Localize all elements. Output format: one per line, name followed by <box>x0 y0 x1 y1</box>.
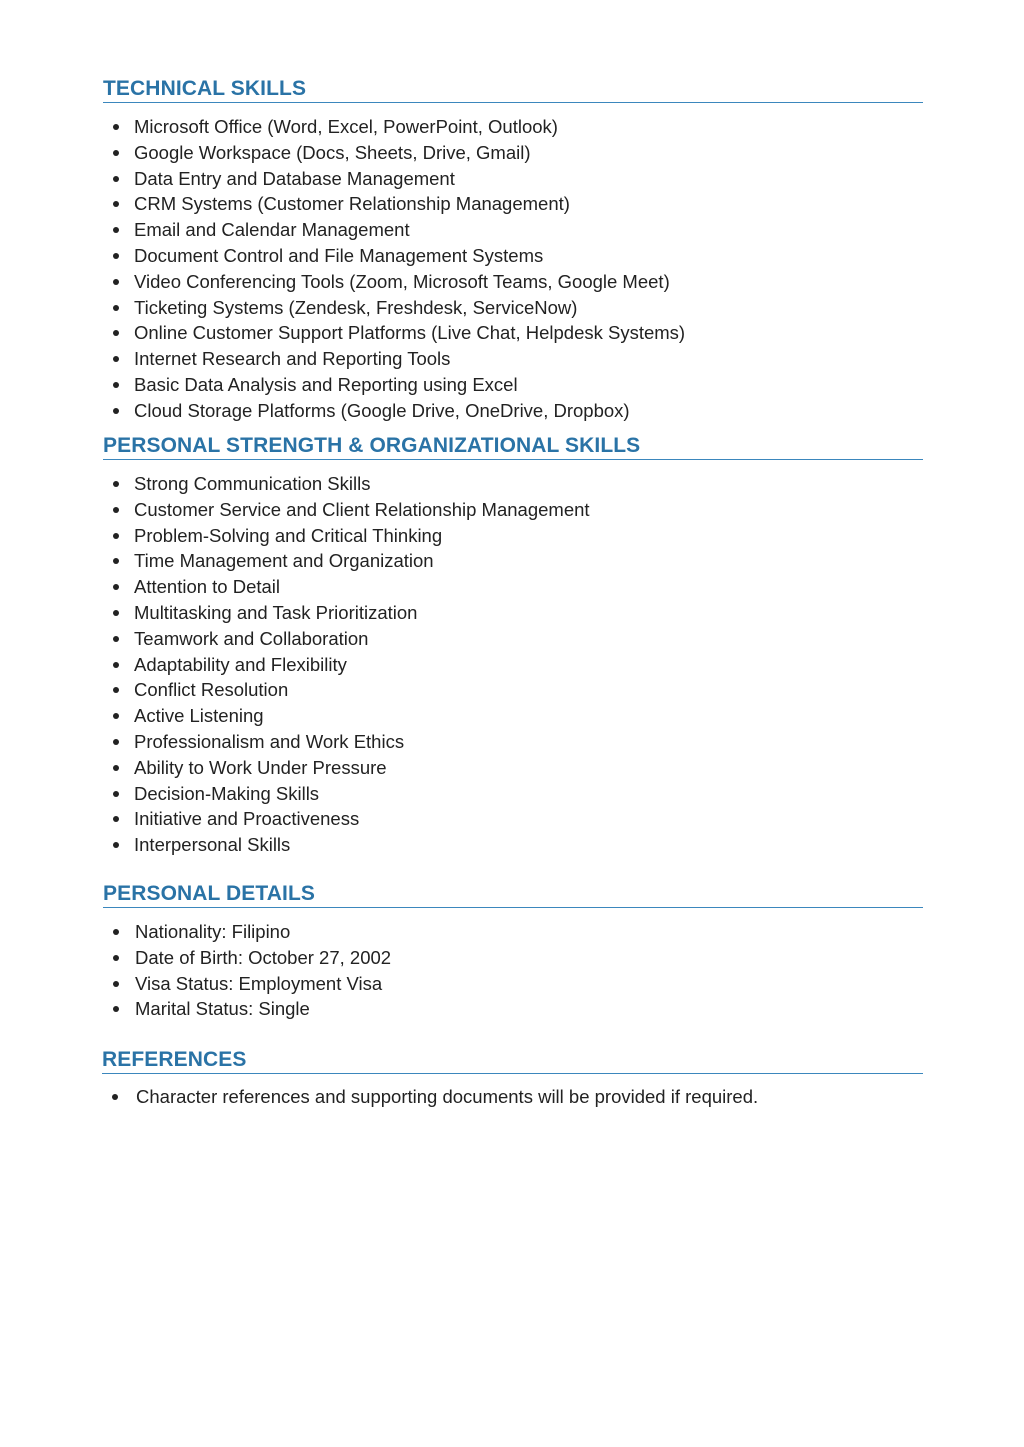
personal-strength-section <box>103 433 923 858</box>
strength-item: Teamwork and Collaboration <box>103 626 923 652</box>
personal-detail-item: Date of Birth: October 27, 2002 <box>103 945 923 971</box>
technical-skill-item: Online Customer Support Platforms (Live Chat, Helpdesk Systems) <box>103 320 923 346</box>
strength-item: Time Management and Organization <box>103 548 923 574</box>
technical-skill-item: Data Entry and Database Management <box>103 166 923 192</box>
section-heading-personal-details: PERSONAL DETAILS <box>103 881 923 908</box>
section-heading-technical-skills: TECHNICAL SKILLS <box>103 76 923 103</box>
strength-item: Ability to Work Under Pressure <box>103 755 923 781</box>
reference-item: Character references and supporting documents will be provided if required. <box>102 1084 923 1110</box>
references-list <box>102 1084 923 1110</box>
technical-skill-item: Basic Data Analysis and Reporting using Excel <box>103 372 923 398</box>
technical-skill-item: Microsoft Office (Word, Excel, PowerPoint, Outlook) <box>103 114 923 140</box>
technical-skill-item: Email and Calendar Management <box>103 217 923 243</box>
section-heading-personal-strength: PERSONAL STRENGTH & ORGANIZATIONAL SKILLS <box>103 433 923 460</box>
technical-skills-list <box>103 114 923 424</box>
section-heading-references: REFERENCES <box>102 1047 923 1074</box>
strength-item: Decision-Making Skills <box>103 781 923 807</box>
strength-item: Attention to Detail <box>103 574 923 600</box>
strength-item: Multitasking and Task Prioritization <box>103 600 923 626</box>
strength-item: Strong Communication Skills <box>103 471 923 497</box>
references-section <box>102 1047 923 1110</box>
strength-item: Initiative and Proactiveness <box>103 806 923 832</box>
strength-item: Professionalism and Work Ethics <box>103 729 923 755</box>
personal-detail-item: Marital Status: Single <box>103 996 923 1022</box>
technical-skill-item: CRM Systems (Customer Relationship Management) <box>103 191 923 217</box>
strength-item: Problem-Solving and Critical Thinking <box>103 523 923 549</box>
technical-skills-section <box>103 76 923 424</box>
strength-item: Conflict Resolution <box>103 677 923 703</box>
personal-detail-item: Visa Status: Employment Visa <box>103 971 923 997</box>
technical-skill-item: Cloud Storage Platforms (Google Drive, OneDrive, Dropbox) <box>103 398 923 424</box>
strength-item: Customer Service and Client Relationship Management <box>103 497 923 523</box>
strength-item: Interpersonal Skills <box>103 832 923 858</box>
technical-skill-item: Google Workspace (Docs, Sheets, Drive, Gmail) <box>103 140 923 166</box>
technical-skill-item: Document Control and File Management Systems <box>103 243 923 269</box>
personal-details-section <box>103 881 923 1022</box>
personal-details-list <box>103 919 923 1022</box>
personal-strength-list <box>103 471 923 858</box>
technical-skill-item: Ticketing Systems (Zendesk, Freshdesk, ServiceNow) <box>103 295 923 321</box>
strength-item: Active Listening <box>103 703 923 729</box>
technical-skill-item: Internet Research and Reporting Tools <box>103 346 923 372</box>
strength-item: Adaptability and Flexibility <box>103 652 923 678</box>
technical-skill-item: Video Conferencing Tools (Zoom, Microsoft Teams, Google Meet) <box>103 269 923 295</box>
personal-detail-item: Nationality: Filipino <box>103 919 923 945</box>
